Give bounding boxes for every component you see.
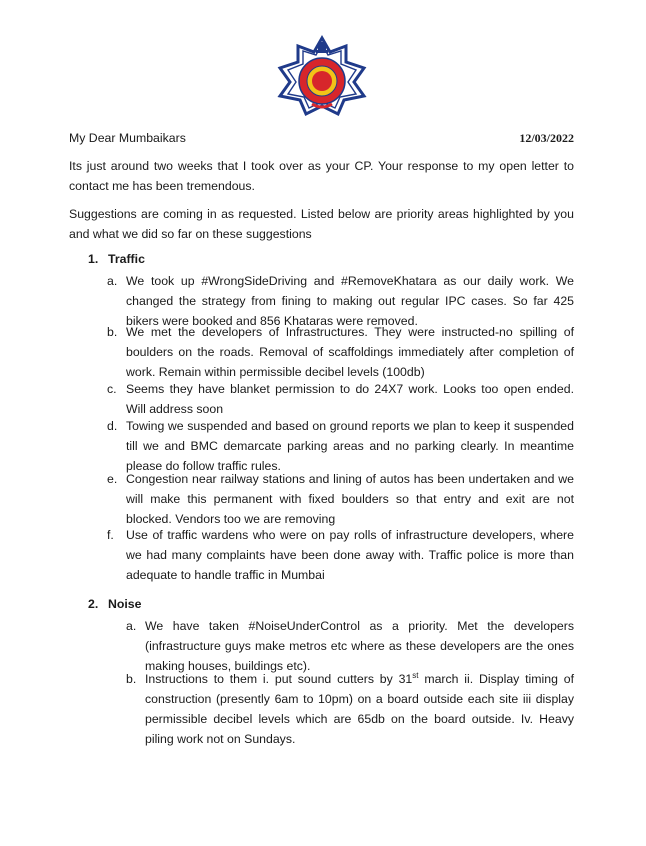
list-item <box>126 669 574 749</box>
list-item <box>107 379 574 419</box>
list-item-text: Towing we suspended and based on ground reports we plan to keep it suspended till we and BMC demarcate parking areas and no parking clearly. In meantime please do follow traffic rules. <box>126 419 574 473</box>
intro-paragraph: Its just around two weeks that I took over as your CP. Your response to my open letter to contact me has been tremendous. <box>69 159 574 193</box>
list-item-letter: f. <box>107 528 114 542</box>
section-title: Traffic <box>108 252 145 266</box>
list-item-text: Congestion near railway stations and lining of autos has been undertaken and we will make this permanent with fixed boulders so that entry and exit are not blocked. Vendors too we are removing <box>126 472 574 526</box>
text-fragment: march ii. Display timing of construction (presently 6am to 10pm) on a board outside each site iii display permissible decibel levels which are 65db on the board outside. Iv. Heavy piling work not on Sundays. <box>145 672 574 746</box>
section-heading <box>88 597 142 611</box>
section-number: 1. <box>88 252 99 266</box>
section-title: Noise <box>108 597 142 611</box>
list-item-letter: d. <box>107 419 118 433</box>
list-item-text <box>145 669 574 749</box>
list-item-text: Seems they have blanket permission to do 24X7 work. Looks too open ended. Will address soon <box>126 382 574 416</box>
ordinal-suffix: st <box>412 670 419 680</box>
list-item-letter: e. <box>107 472 118 486</box>
section-number: 2. <box>88 597 99 611</box>
list-item <box>107 416 574 476</box>
list-item-letter: a. <box>107 274 118 288</box>
list-item-letter: b. <box>107 325 118 339</box>
list-item <box>107 322 574 382</box>
list-item <box>107 469 574 529</box>
list-item-text: Use of traffic wardens who were on pay rolls of infrastructure developers, where we had many complaints have been done away with. Traffic police is more than adequate to handle traffic in Mumbai <box>126 528 574 582</box>
list-item-letter: b. <box>126 672 137 686</box>
list-item-letter: a. <box>126 619 137 633</box>
list-item-letter: c. <box>107 382 117 396</box>
intro-paragraph: Suggestions are coming in as requested. Listed below are priority areas highlighted by you and what we did so far on these suggestions <box>69 207 574 241</box>
section-heading <box>88 252 145 266</box>
text-fragment: Instructions to them i. put sound cutters by 31 <box>145 672 413 686</box>
list-item <box>107 525 574 585</box>
list-item-text: We met the developers of Infrastructures. They were instructed-no spilling of boulders on the roads. Removal of scaffoldings immediately after completion of work. Remain within permissible decibel levels (100db) <box>126 325 574 379</box>
list-item-text: We took up #WrongSideDriving and #RemoveKhatara as our daily work. We changed the strategy from fining to making out regular IPC cases. So far 425 bikers were booked and 856 Khataras were removed. <box>126 274 574 328</box>
salutation: My Dear Mumbaikars <box>69 131 186 145</box>
letter-date: 12/03/2022 <box>519 131 574 145</box>
mumbai-police-emblem-icon <box>272 34 372 118</box>
list-item <box>126 616 574 676</box>
list-item-text: We have taken #NoiseUnderControl as a priority. Met the developers (infrastructure guys make metros etc where as these developers are the ones making houses, buildings etc). <box>145 619 574 673</box>
